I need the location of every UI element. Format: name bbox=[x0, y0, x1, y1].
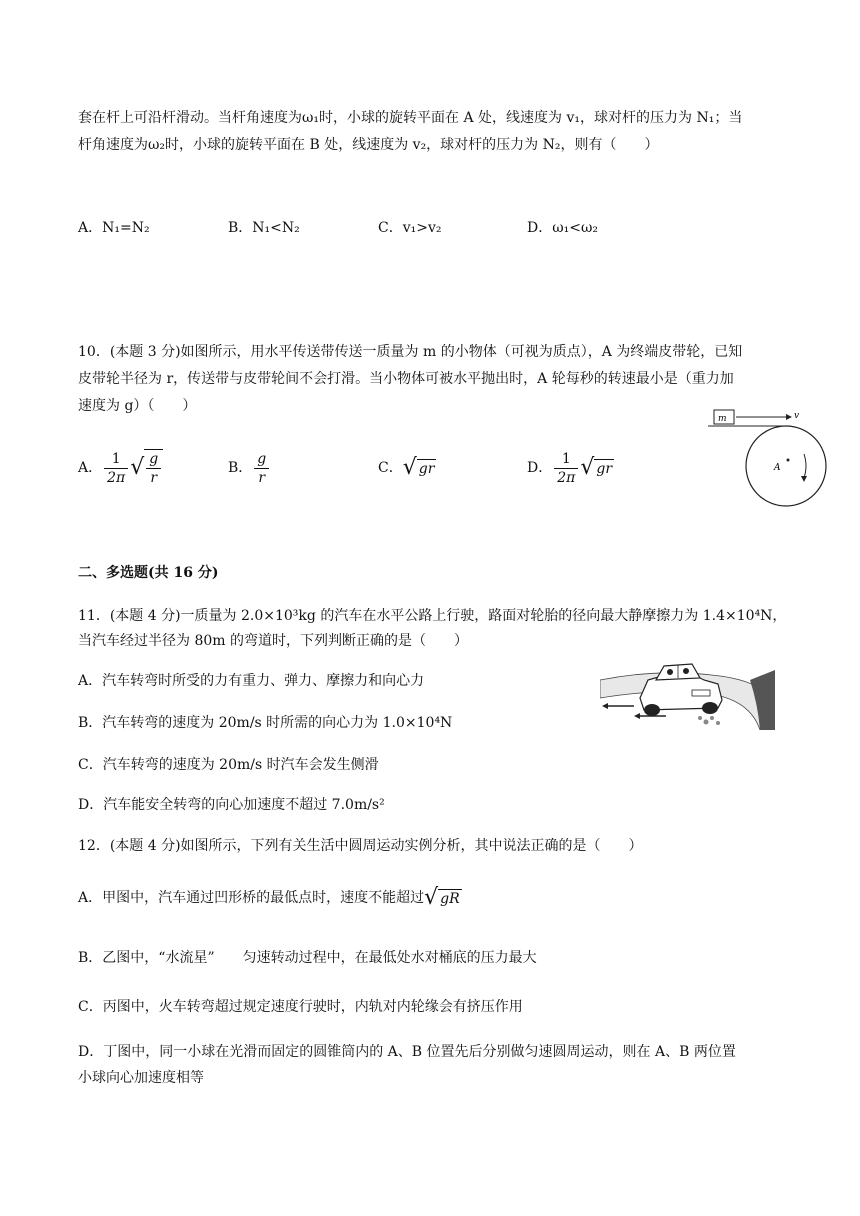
q12-line-1: 12．(本题 4 分)如图所示，下列有关生活中圆周运动实例分析，其中说法正确的是（ ） bbox=[78, 838, 643, 854]
q10-conveyor-figure bbox=[706, 404, 836, 510]
q11-option-a: A．汽车转弯时所受的力有重力、弹力、摩擦力和向心力 bbox=[78, 673, 425, 689]
q10-option-b-numerator: g bbox=[257, 450, 267, 467]
wheel-center-dot bbox=[787, 459, 790, 462]
q10-option-b bbox=[228, 448, 271, 488]
q10-option-a bbox=[78, 448, 163, 488]
q10-option-a-sqrt: √ $\frac{g}{r}$ bbox=[130, 449, 163, 487]
wheel-circle bbox=[746, 426, 826, 506]
q10-option-c bbox=[378, 448, 436, 488]
q10-option-d-denominator: 2π bbox=[554, 468, 578, 487]
q11-option-d: D．汽车能安全转弯的向心加速度不超过 7.0m/s² bbox=[78, 797, 385, 813]
q10-option-a-rad-numerator: g bbox=[149, 451, 159, 467]
q12-option-a-radicand: gR bbox=[440, 890, 460, 907]
q10-option-b-fraction bbox=[254, 450, 269, 487]
q10-option-d-label: D． bbox=[527, 460, 553, 476]
q11-option-b: B．汽车转弯的速度为 20m/s 时所需的向心力为 1.0×10⁴N bbox=[78, 715, 453, 731]
q10-line-2: 皮带轮半径为 r，传送带与皮带轮间不会打滑。当小物体可被水平抛出时，A 轮每秒的转速最小是（重力加 bbox=[78, 371, 734, 387]
q11-option-c: C．汽车转弯的速度为 20m/s 时汽车会发生侧滑 bbox=[78, 757, 379, 773]
dust-icon bbox=[698, 716, 720, 725]
q10-option-d-fraction bbox=[554, 450, 578, 487]
rotation-arrow-icon bbox=[804, 454, 806, 478]
q9-option-a: A．N₁=N₂ bbox=[78, 220, 150, 236]
q9-option-c: C．v₁>v₂ bbox=[378, 220, 442, 236]
q10-line-1: 10．(本题 3 分)如图所示，用水平传送带传送一质量为 m 的小物体（可视为质点），A 为终端皮带轮，已知 bbox=[78, 344, 743, 360]
q10-option-a-denominator: 2π bbox=[104, 468, 128, 487]
wheel-label: A bbox=[774, 463, 781, 473]
q10-option-d-sqrt: √ gr bbox=[580, 455, 613, 480]
q10-option-c-radicand: gr bbox=[418, 460, 435, 477]
velocity-label: v bbox=[794, 411, 800, 421]
q10-option-b-denominator: r bbox=[254, 468, 269, 487]
q10-option-d-radicand: gr bbox=[596, 460, 613, 477]
q10-option-a-rad-denominator: r bbox=[146, 468, 161, 487]
q9-option-b: B．N₁<N₂ bbox=[228, 220, 300, 236]
q10-option-d bbox=[527, 448, 614, 488]
q12-option-c: C．丙图中，火车转弯超过规定速度行驶时，内轨对内轮缘会有挤压作用 bbox=[78, 999, 523, 1015]
q12-option-d-line-1: D．丁图中，同一小球在光滑而固定的圆锥筒内的 A、B 位置先后分别做匀速圆周运动，则在 A、B 两位置 bbox=[78, 1044, 736, 1060]
q10-option-b-label: B． bbox=[228, 460, 253, 476]
q11-car-figure bbox=[600, 650, 775, 730]
q12-option-b: B．乙图中，“水流星” 匀速转动过程中，在最低处水对桶底的压力最大 bbox=[78, 950, 537, 966]
velocity-arrowhead-icon bbox=[786, 414, 792, 420]
q9-line-1: 套在杆上可沿杆滑动。当杆角速度为ω₁时，小球的旋转平面在 A 处，线速度为 v₁，球对杆的压力为 N₁；当 bbox=[78, 110, 743, 126]
section-2-heading: 二、多选题(共 16 分) bbox=[78, 565, 219, 581]
q10-option-a-numerator: 1 bbox=[111, 450, 121, 467]
q10-option-a-label: A． bbox=[78, 460, 103, 476]
q9-option-d: D．ω₁<ω₂ bbox=[527, 220, 599, 236]
car-icon bbox=[640, 664, 722, 716]
q12-option-a bbox=[78, 883, 462, 913]
q11-line-2: 当汽车经过半径为 80m 的弯道时，下列判断正确的是（ ） bbox=[78, 633, 468, 649]
q9-line-2: 杆角速度为ω₂时，小球的旋转平面在 B 处，线速度为 v₂，球对杆的压力为 N₂，则有（ ） bbox=[78, 137, 659, 153]
q12-option-a-sqrt: √ gR bbox=[424, 885, 460, 910]
q11-line-1: 11．(本题 4 分)一质量为 2.0×10³kg 的汽车在水平公路上行驶，路面对轮胎的径向最大静摩擦力为 1.4×10⁴N， bbox=[78, 608, 787, 624]
q10-option-d-numerator: 1 bbox=[561, 450, 571, 467]
block-label: m bbox=[718, 414, 727, 424]
rotation-arrowhead-icon bbox=[801, 476, 807, 482]
q10-line-3: 速度为 g）（ ） bbox=[78, 398, 197, 414]
q12-option-a-text: A．甲图中，汽车通过凹形桥的最低点时，速度不能超过 bbox=[78, 890, 425, 906]
q10-option-c-sqrt: √ gr bbox=[402, 455, 435, 480]
q10-option-c-label: C． bbox=[378, 460, 403, 476]
q10-option-a-fraction bbox=[104, 450, 128, 487]
q12-option-d-line-2: 小球向心加速度相等 bbox=[78, 1070, 204, 1086]
